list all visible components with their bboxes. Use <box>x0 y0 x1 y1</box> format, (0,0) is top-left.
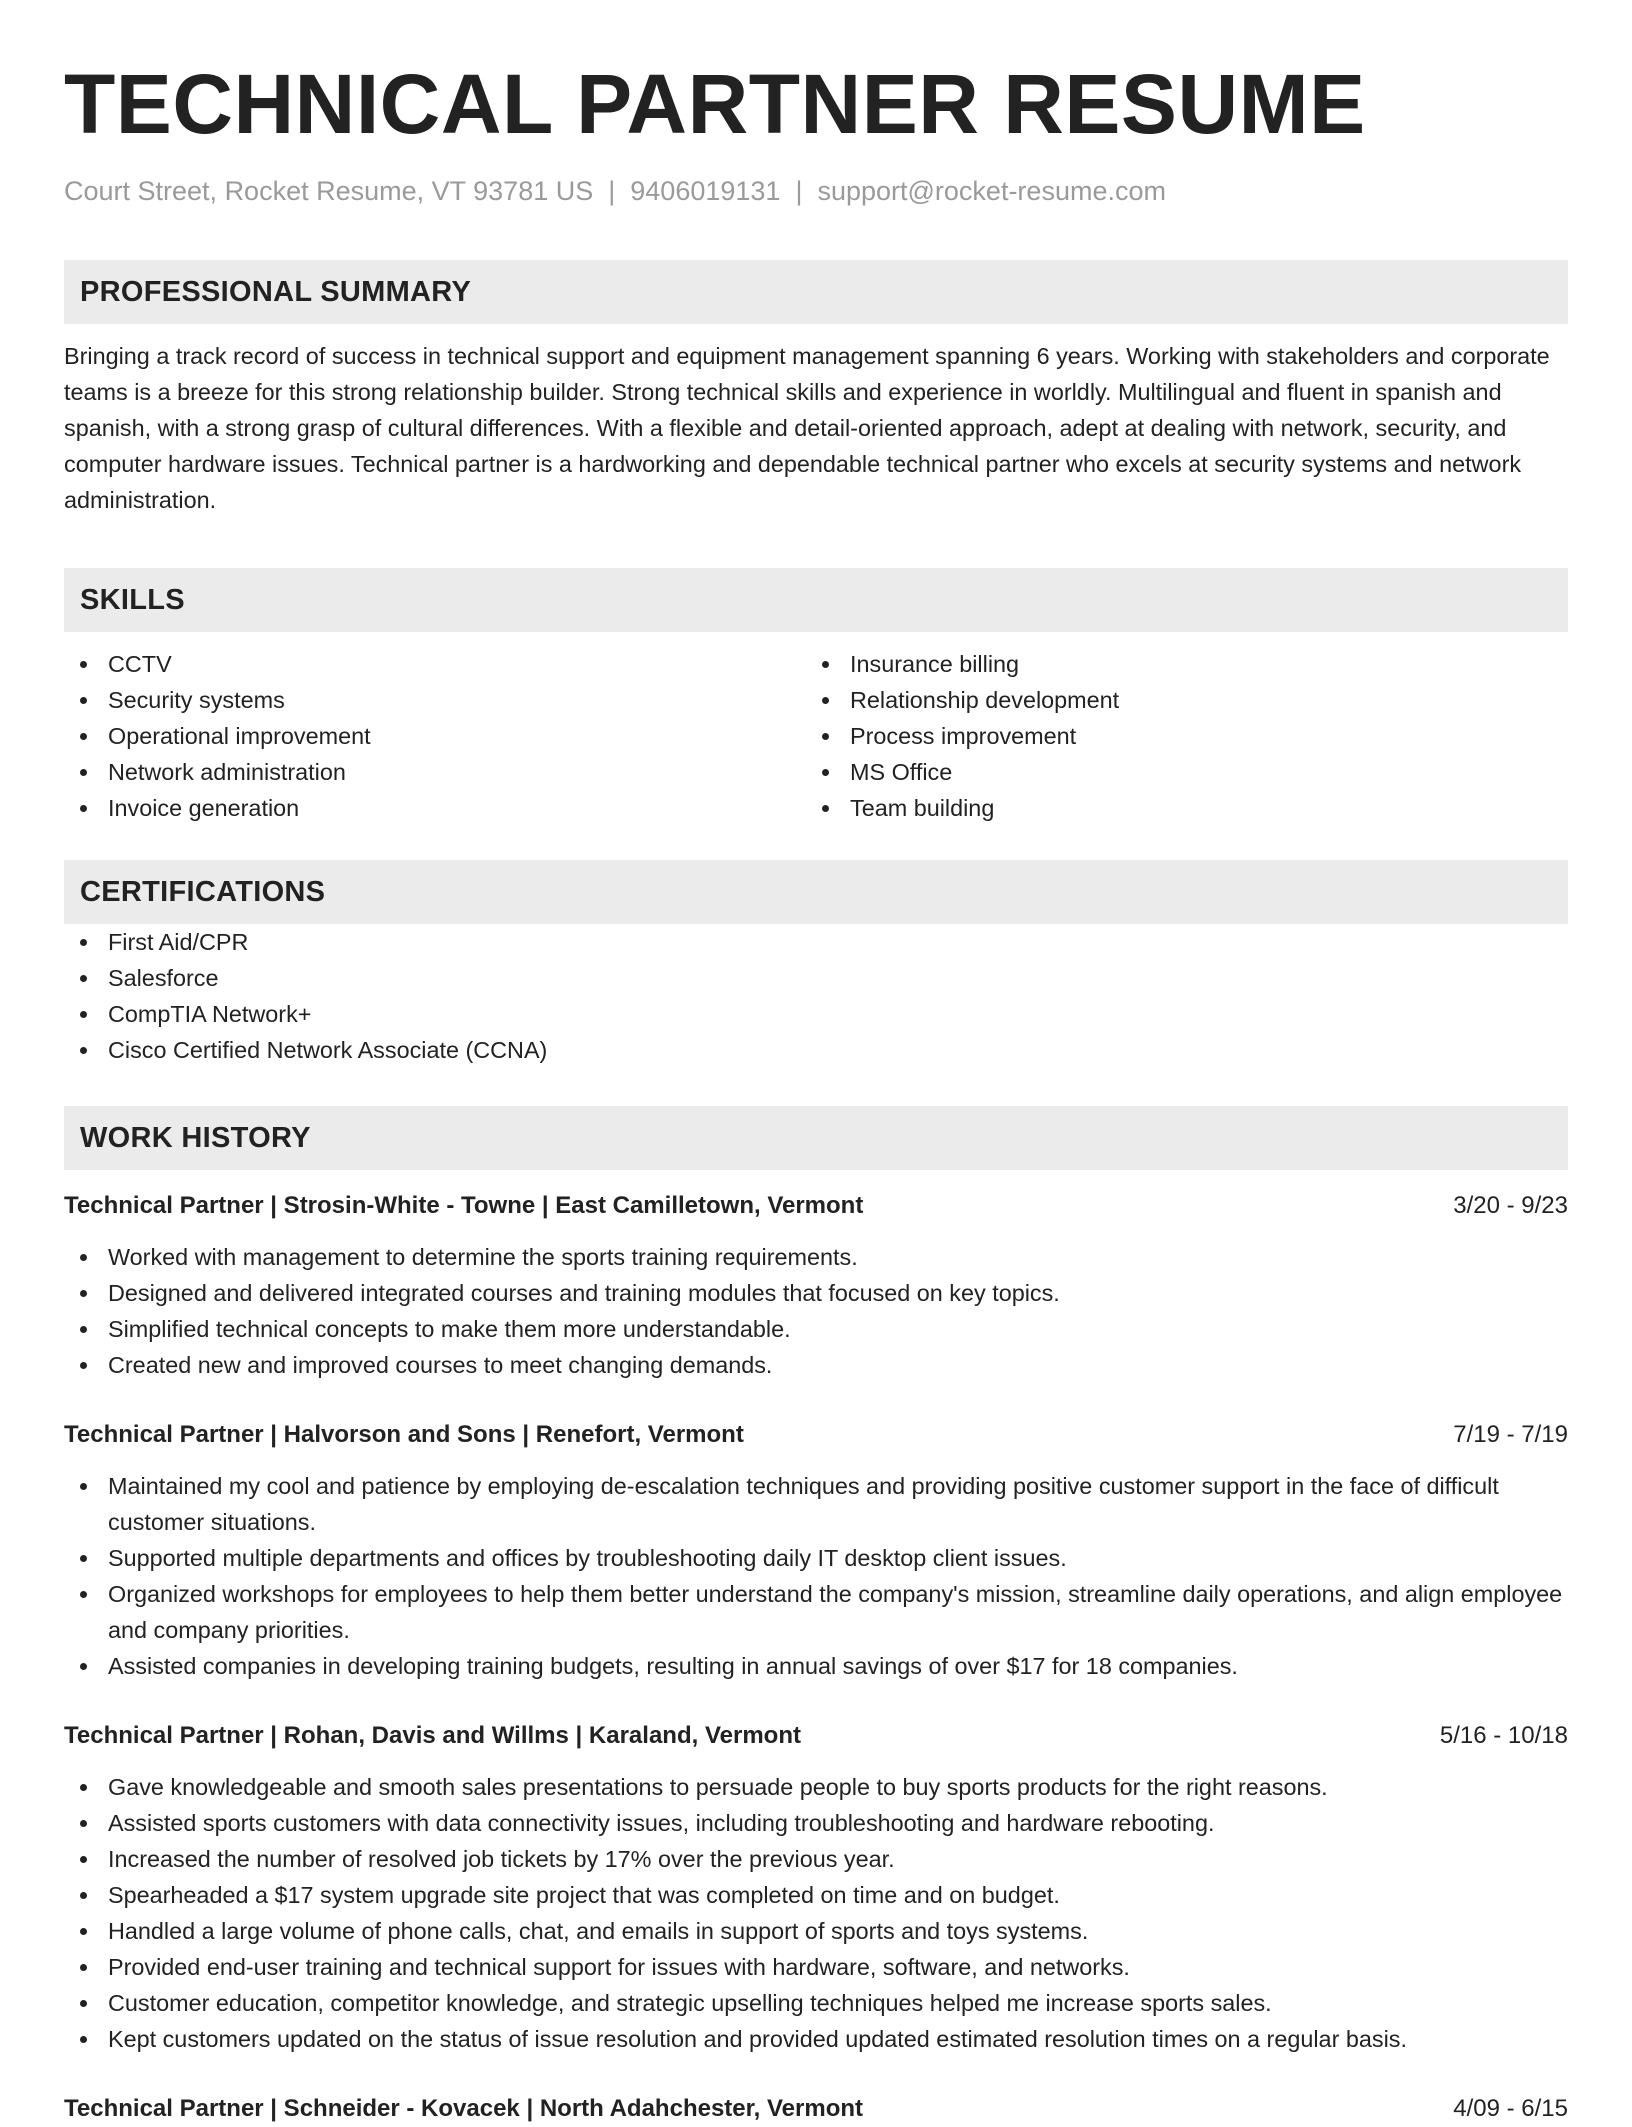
job-bullet: Handled a large volume of phone calls, chat, and emails in support of sports and toys systems. <box>64 1913 1568 1949</box>
job-dates: 4/09 - 6/15 <box>1453 2095 1568 2122</box>
section-header-summary: PROFESSIONAL SUMMARY <box>64 260 1568 324</box>
certification-item: CompTIA Network+ <box>64 996 1568 1032</box>
section-header-skills: SKILLS <box>64 568 1568 632</box>
contact-phone: 9406019131 <box>630 176 781 206</box>
job-dates: 7/19 - 7/19 <box>1453 1421 1568 1448</box>
job-header <box>64 1188 1568 1224</box>
job-bullets <box>64 1239 1568 1383</box>
job-header <box>64 2091 1568 2127</box>
job-entry <box>64 2091 1568 2127</box>
skills-grid <box>64 646 1568 826</box>
skill-item: Network administration <box>64 754 806 790</box>
job-bullet: Assisted sports customers with data connectivity issues, including troubleshooting and hardware rebooting. <box>64 1805 1568 1841</box>
contact-address: Court Street, Rocket Resume, VT 93781 US <box>64 176 594 206</box>
job-title: Technical Partner | Strosin-White - Towne | East Camilletown, Vermont <box>64 1192 864 1219</box>
skill-item: Insurance billing <box>806 646 1548 682</box>
skill-item: Team building <box>806 790 1548 826</box>
contact-separator: | <box>608 176 616 206</box>
job-title: Technical Partner | Schneider - Kovacek | North Adahchester, Vermont <box>64 2095 864 2122</box>
job-header <box>64 1417 1568 1453</box>
skill-item: Security systems <box>64 682 806 718</box>
skill-item: Operational improvement <box>64 718 806 754</box>
contact-line <box>64 174 1568 208</box>
job-bullets <box>64 1769 1568 2057</box>
certifications-list <box>64 924 1568 1068</box>
job-title: Technical Partner | Halvorson and Sons | Renefort, Vermont <box>64 1421 744 1448</box>
skill-item: CCTV <box>64 646 806 682</box>
job-bullet: Gave knowledgeable and smooth sales presentations to persuade people to buy sports products for the right reasons. <box>64 1769 1568 1805</box>
skill-item: Relationship development <box>806 682 1548 718</box>
job-entry <box>64 1188 1568 1383</box>
job-entry <box>64 1417 1568 1684</box>
skill-item: Invoice generation <box>64 790 806 826</box>
certification-item: Salesforce <box>64 960 1568 996</box>
job-bullet: Customer education, competitor knowledge, and strategic upselling techniques helped me increase sports sales. <box>64 1985 1568 2021</box>
section-header-work-history: WORK HISTORY <box>64 1106 1568 1170</box>
skills-list-left <box>64 646 806 826</box>
job-title: Technical Partner | Rohan, Davis and Willms | Karaland, Vermont <box>64 1722 801 1749</box>
job-bullet: Increased the number of resolved job tickets by 17% over the previous year. <box>64 1841 1568 1877</box>
job-bullet: Maintained my cool and patience by employing de-escalation techniques and providing positive customer support in the face of difficult customer situations. <box>64 1468 1568 1540</box>
summary-text: Bringing a track record of success in technical support and equipment management spanning 6 years. Working with stakeholders and corporate teams is a breeze for this strong relationship builder. Strong technical skills and experience in worldly. Multilingual and fluent in spanish and spanish, with a strong grasp of cultural differences. With a flexible and detail-oriented approach, adept at dealing with network, security, and computer hardware issues. Technical partner is a hardworking and dependable technical partner who excels at security systems and network administration. <box>64 343 1550 513</box>
job-bullets <box>64 1468 1568 1684</box>
contact-separator: | <box>795 176 803 206</box>
job-bullet: Created new and improved courses to meet changing demands. <box>64 1347 1568 1383</box>
skill-item: Process improvement <box>806 718 1548 754</box>
job-entry <box>64 1718 1568 2057</box>
certification-item: First Aid/CPR <box>64 924 1568 960</box>
certification-item: Cisco Certified Network Associate (CCNA) <box>64 1032 1568 1068</box>
job-bullet: Simplified technical concepts to make them more understandable. <box>64 1311 1568 1347</box>
skills-list-right <box>806 646 1548 826</box>
job-header <box>64 1718 1568 1754</box>
job-bullet: Organized workshops for employees to help them better understand the company's mission, streamline daily operations, and align employee and company priorities. <box>64 1576 1568 1648</box>
job-bullet: Worked with management to determine the sports training requirements. <box>64 1239 1568 1275</box>
section-header-certifications: CERTIFICATIONS <box>64 860 1568 924</box>
skill-item: MS Office <box>806 754 1548 790</box>
job-bullet: Designed and delivered integrated courses and training modules that focused on key topics. <box>64 1275 1568 1311</box>
job-dates: 3/20 - 9/23 <box>1453 1192 1568 1219</box>
job-bullet: Provided end-user training and technical support for issues with hardware, software, and networks. <box>64 1949 1568 1985</box>
job-bullet: Spearheaded a $17 system upgrade site project that was completed on time and on budget. <box>64 1877 1568 1913</box>
job-bullet: Supported multiple departments and offices by troubleshooting daily IT desktop client issues. <box>64 1540 1568 1576</box>
job-bullet: Assisted companies in developing training budgets, resulting in annual savings of over $17 for 18 companies. <box>64 1648 1568 1684</box>
page-title: TECHNICAL PARTNER RESUME <box>64 57 1366 151</box>
resume-page <box>64 0 1568 2127</box>
job-bullet: Kept customers updated on the status of issue resolution and provided updated estimated resolution times on a regular basis. <box>64 2021 1568 2057</box>
job-dates: 5/16 - 10/18 <box>1439 1722 1568 1749</box>
contact-email[interactable]: support@rocket-resume.com <box>817 176 1166 206</box>
